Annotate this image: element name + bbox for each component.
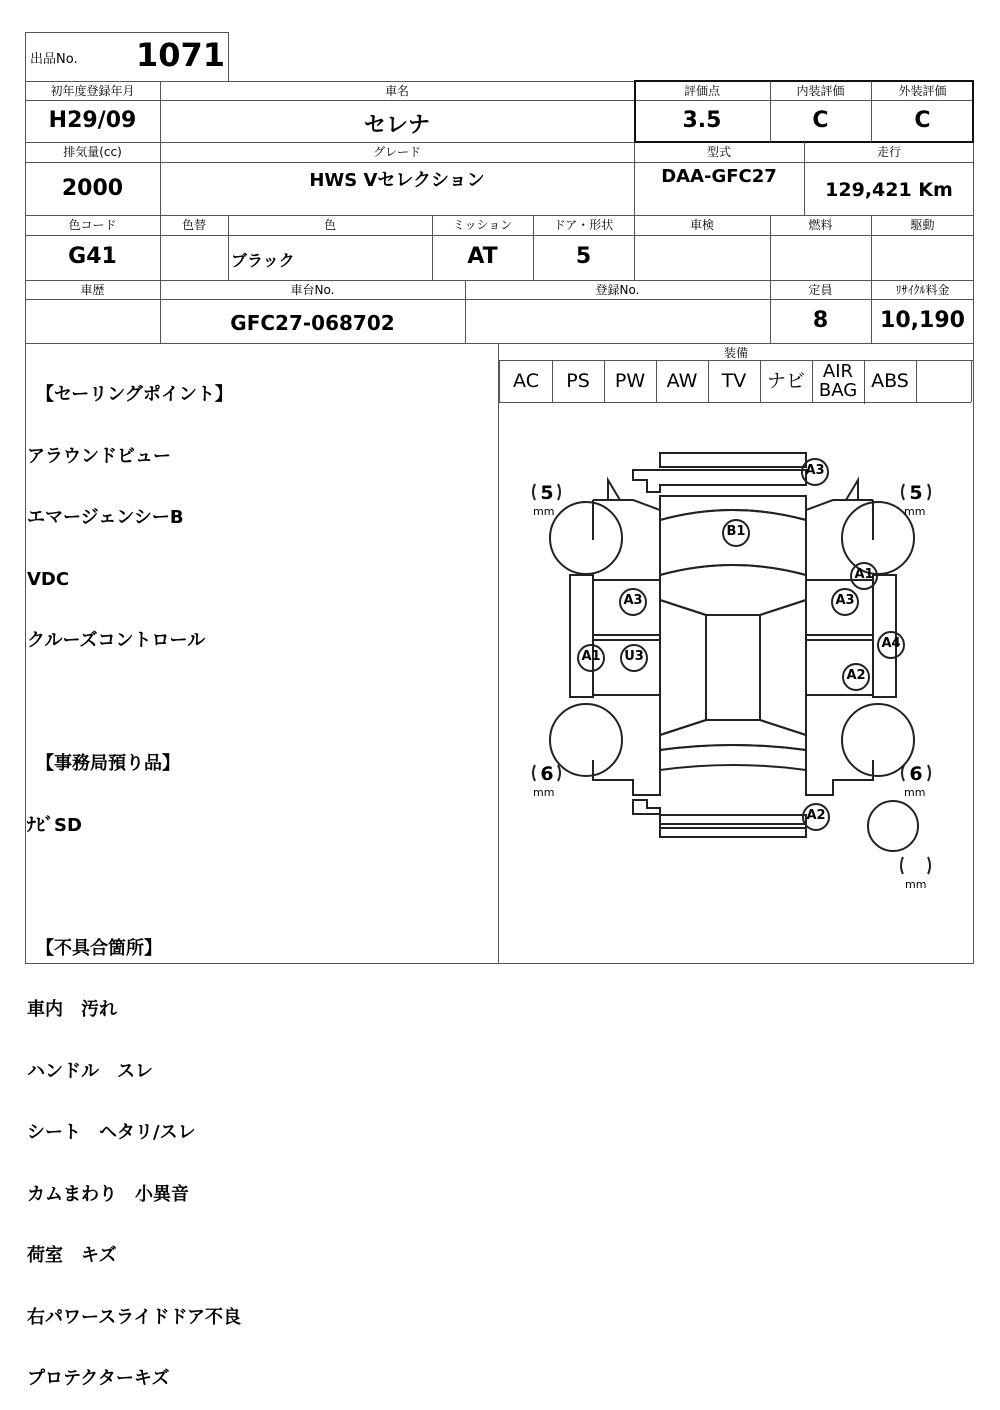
equip-pw: PW: [604, 360, 657, 402]
car-name-value: セレナ: [363, 113, 430, 138]
color-change-label: 色替: [181, 218, 206, 232]
exterior-value: C: [914, 108, 931, 133]
fuel-label: 燃料: [808, 218, 833, 232]
defects-title: 【不具合箇所】: [27, 937, 162, 959]
equip-ps: PS: [552, 360, 605, 402]
note-line: 車内 汚れ: [27, 999, 117, 1020]
tire-unit-spare: mm: [905, 878, 927, 891]
tire-depth-fl: 5: [540, 482, 554, 504]
equip-ac: AC: [500, 360, 553, 402]
selling-points-title: 【セーリングポイント】: [27, 384, 233, 405]
score-label: 評価点: [683, 84, 720, 98]
color-label: 色: [323, 218, 336, 232]
tire-depth-fr: 5: [909, 482, 923, 504]
equip-tv: TV: [708, 360, 761, 402]
recycle-value: 10,190: [880, 308, 965, 333]
left-sill: [570, 575, 593, 697]
tire-depth-rr: 6: [909, 763, 923, 785]
tire-unit-fr: mm: [904, 505, 926, 518]
tire-front-left: [550, 502, 622, 574]
note-line: VDC: [27, 568, 70, 590]
capacity-value: 8: [812, 308, 829, 333]
mark-rear-bumper: A2: [806, 808, 826, 823]
mission-label: ミッション: [452, 218, 513, 232]
front-bumper: [633, 453, 806, 492]
tire-unit-fl: mm: [533, 505, 555, 518]
grade-label: グレード: [372, 145, 421, 159]
equipment-label: 装備: [723, 346, 748, 360]
mark-left-rear-center: U3: [624, 649, 644, 664]
tire-spare: [868, 801, 918, 851]
lot-label: 出品No.: [30, 52, 78, 67]
inspection-label: 車検: [689, 218, 714, 232]
reg-year-label: 初年度登録年月: [50, 84, 135, 98]
equip-blank: [916, 360, 972, 402]
mission-value: AT: [467, 244, 498, 269]
note-line: アラウンドビュー: [27, 445, 171, 467]
mileage-label: 走行: [876, 145, 901, 159]
chassis-value: GFC27-068702: [230, 311, 395, 335]
history-label: 車歴: [80, 283, 105, 297]
grade-value: HWS Vセレクション: [309, 170, 485, 191]
lot-number: 1071: [135, 36, 225, 74]
interior-label: 内装評価: [796, 84, 845, 98]
mileage-value: 129,421 Km: [825, 179, 953, 201]
tire-unit-rr: mm: [904, 786, 926, 799]
displacement-value: 2000: [61, 176, 124, 201]
note-line: ﾅﾋﾞSD: [27, 814, 82, 836]
mark-left-front-door: A3: [623, 593, 643, 608]
reg-no-label: 登録No.: [595, 283, 640, 297]
car-name-label: 車名: [384, 84, 409, 98]
rear-bumper: [633, 800, 806, 837]
reg-year-value: H29/09: [48, 108, 137, 133]
model-value: DAA-GFC27: [661, 166, 777, 187]
note-line: プロテクターキズ: [27, 1368, 170, 1389]
note-line: カムまわり 小異音: [27, 1183, 189, 1205]
door-value: 5: [575, 244, 592, 269]
mark-front-bumper: A3: [805, 463, 825, 478]
equip-navi: ナビ: [760, 360, 813, 402]
mark-right-rear-panel: A4: [881, 636, 901, 651]
equip-aw: AW: [656, 360, 709, 402]
interior-value: C: [812, 108, 829, 133]
chassis-label: 車台No.: [290, 283, 335, 297]
equip-abs: ABS: [864, 360, 917, 402]
roof: [706, 615, 760, 720]
notes: [27, 344, 495, 1410]
equip-airbag: AIR BAG: [812, 360, 865, 404]
door-label: ドア・形状: [553, 218, 614, 232]
score-value: 3.5: [682, 108, 722, 133]
tire-unit-rl: mm: [533, 786, 555, 799]
exterior-label: 外装評価: [898, 84, 947, 98]
mark-right-rear-door: A2: [846, 668, 866, 683]
office-items-title: 【事務局預り品】: [27, 753, 180, 774]
note-line: 右パワースライドドア不良: [27, 1306, 242, 1328]
capacity-label: 定員: [808, 283, 833, 297]
color-code-label: 色コード: [68, 218, 117, 232]
drive-label: 駆動: [910, 218, 935, 232]
mark-left-rear-door: A1: [581, 649, 601, 664]
note-line: クルーズコントロール: [27, 630, 206, 651]
displacement-label: 排気量(cc): [63, 145, 122, 159]
mark-right-front-door: A3: [835, 593, 855, 608]
mark-right-front-pillar: A1: [854, 567, 874, 582]
recycle-label: ﾘｻｲｸﾙ料金: [895, 283, 950, 297]
note-line: 荷室 キズ: [27, 1245, 117, 1266]
tire-depth-rl: 6: [540, 763, 554, 785]
mark-roof: B1: [726, 524, 746, 539]
note-line: エマージェンシーB: [27, 507, 184, 528]
body-outline: [660, 496, 806, 520]
color-value: ブラック: [231, 251, 295, 270]
model-label: 型式: [706, 145, 731, 159]
color-code-value: G41: [68, 244, 117, 269]
note-line: ハンドル スレ: [27, 1060, 153, 1082]
note-line: シート ヘタリ/スレ: [27, 1122, 196, 1143]
